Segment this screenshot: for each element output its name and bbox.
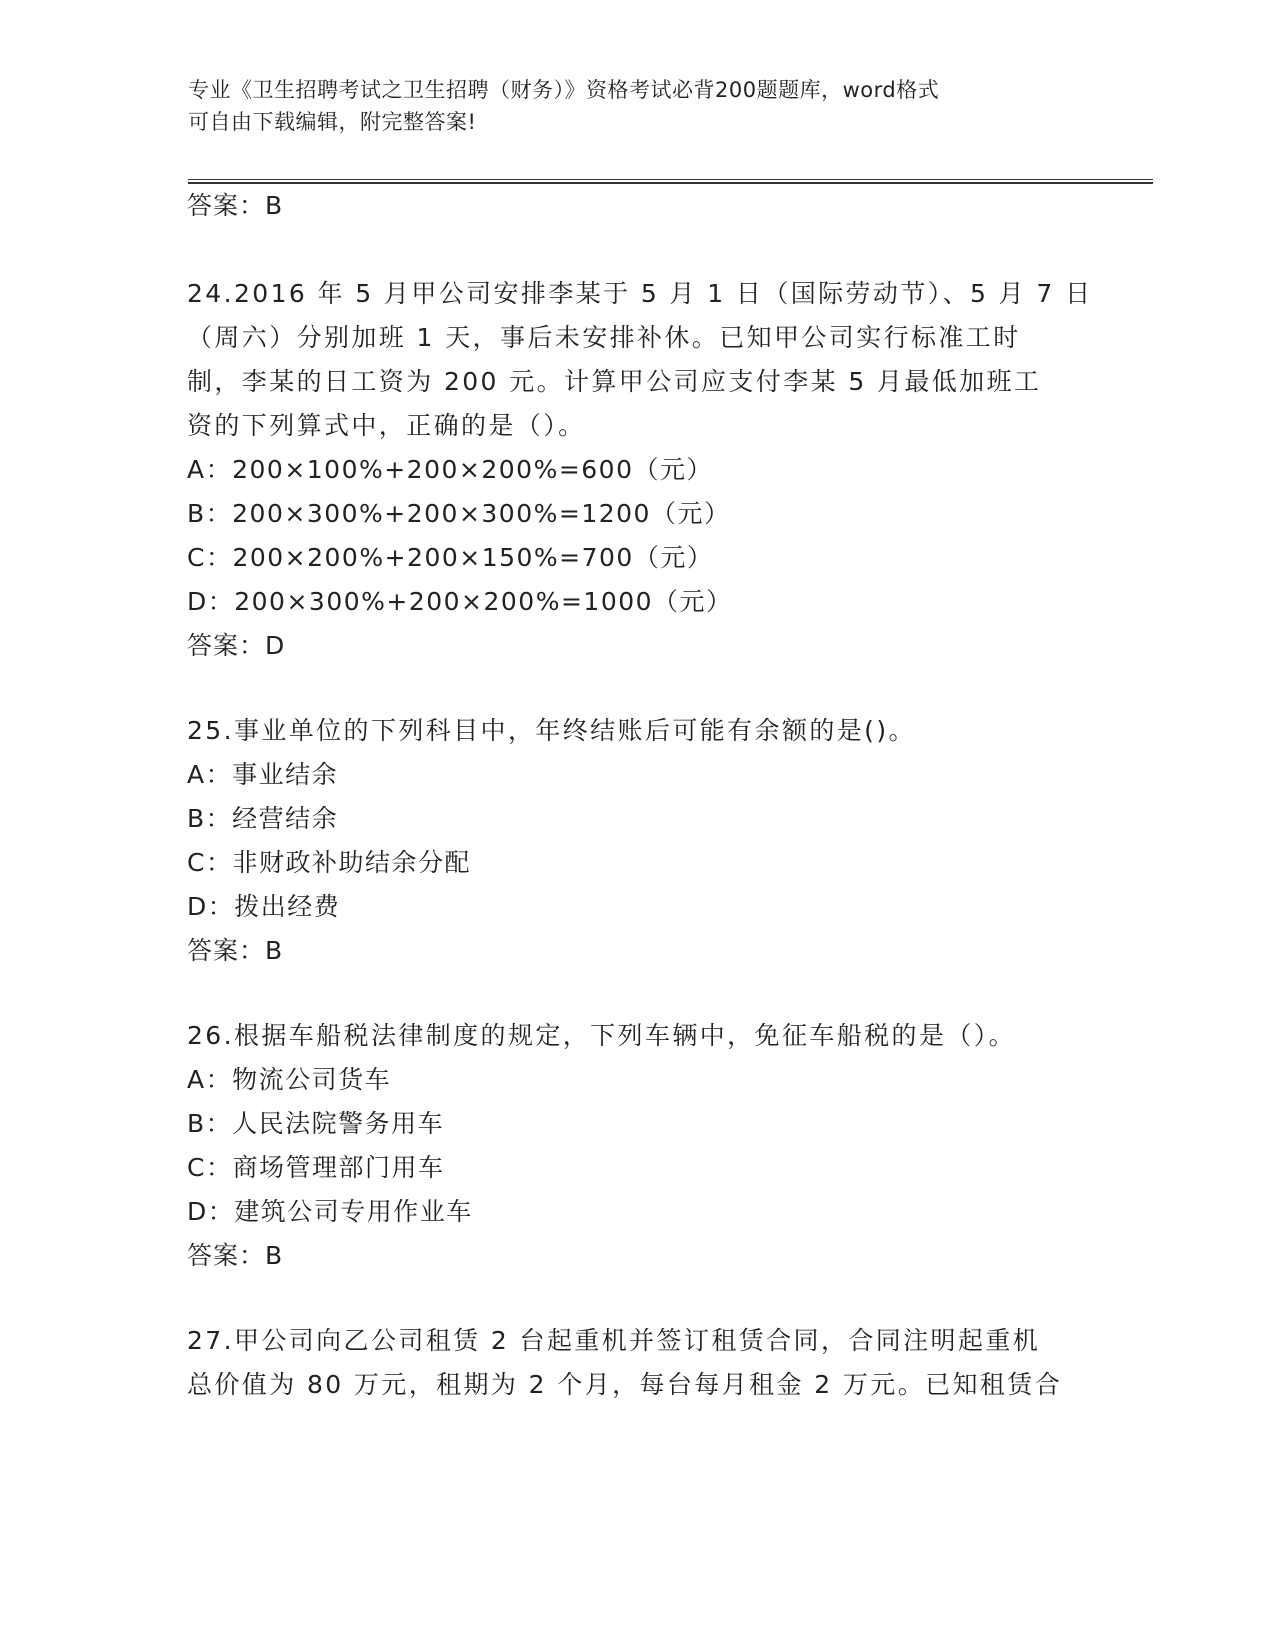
question-26-option-d: D：建筑公司专用作业车	[187, 1197, 473, 1226]
question-24-line-2: （周六）分别加班 1 天，事后未安排补休。已知甲公司实行标准工时	[187, 323, 1021, 352]
question-26-option-a: A：物流公司货车	[187, 1065, 392, 1094]
question-27-line-1: 27.甲公司向乙公司租赁 2 台起重机并签订租赁合同，合同注明起重机	[187, 1326, 1041, 1355]
document-header	[188, 74, 1068, 138]
header-line-1: 专业《卫生招聘考试之卫生招聘（财务）》资格考试必背200题题库，word格式	[188, 78, 940, 102]
question-24-option-a: A：200×100%+200×200%=600（元）	[187, 455, 713, 484]
question-24-answer: 答案：D	[187, 631, 286, 660]
question-25-line-1: 25.事业单位的下列科目中，年终结账后可能有余额的是()。	[187, 716, 916, 745]
question-26-answer: 答案：B	[187, 1241, 284, 1270]
question-25-answer: 答案：B	[187, 936, 284, 965]
previous-answer: 答案：B	[187, 191, 284, 220]
question-26-line-1: 26.根据车船税法律制度的规定，下列车辆中，免征车船税的是（）。	[187, 1021, 1017, 1050]
question-24-line-3: 制，李某的日工资为 200 元。计算甲公司应支付李某 5 月最低加班工	[187, 367, 1042, 396]
question-25-option-a: A：事业结余	[187, 760, 339, 789]
question-25-option-c: C：非财政补助结余分配	[187, 848, 471, 877]
question-24-line-1: 24.2016 年 5 月甲公司安排李某于 5 月 1 日（国际劳动节）、5 月 7 日	[187, 279, 1093, 308]
question-24-line-4: 资的下列算式中，正确的是（）。	[187, 411, 586, 440]
question-24-option-b: B：200×300%+200×300%=1200（元）	[187, 499, 731, 528]
header-rule-thin	[188, 179, 1153, 180]
header-rule-thick	[188, 182, 1153, 184]
question-24-option-d: D：200×300%+200×200%=1000（元）	[187, 587, 733, 616]
question-26-option-b: B：人民法院警务用车	[187, 1109, 445, 1138]
question-25-option-b: B：经营结余	[187, 804, 339, 833]
question-26-option-c: C：商场管理部门用车	[187, 1153, 445, 1182]
question-25-option-d: D：拨出经费	[187, 892, 341, 921]
question-27-line-2: 总价值为 80 万元，租期为 2 个月，每台每月租金 2 万元。已知租赁合	[187, 1370, 1063, 1399]
question-24-option-c: C：200×200%+200×150%=700（元）	[187, 543, 714, 572]
header-line-2: 可自由下载编辑，附完整答案!	[188, 110, 477, 134]
